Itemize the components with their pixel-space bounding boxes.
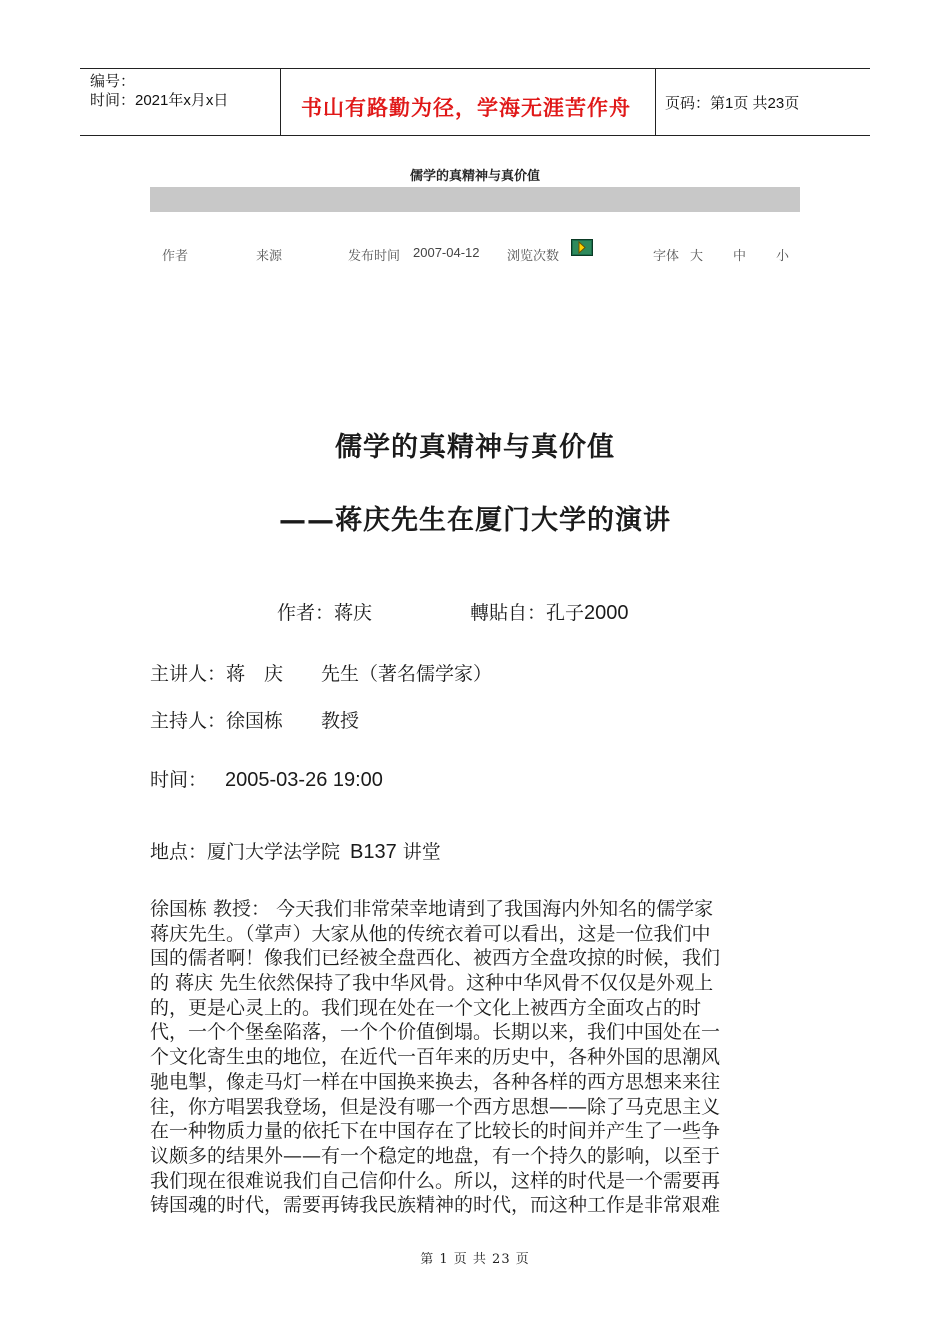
byline-repost-number: 2000: [584, 602, 629, 624]
font-size-medium[interactable]: 中: [733, 249, 747, 264]
meta-author-label: 作者: [162, 249, 189, 264]
article-small-title: 儒学的真精神与真价值: [409, 169, 540, 184]
meta-views-label: 浏览次数: [507, 249, 560, 264]
body-line: 铸国魂的时代，需要再铸我民族精神的时代，而这种工作是非常艰难: [150, 1194, 721, 1217]
body-line: 的 蒋庆 先生依然保持了我中华风骨。这种中华风骨不仅仅是外观上: [150, 972, 714, 995]
body-line: 驰电掣，像走马灯一样在中国换来换去，各种各样的西方思想来来往: [150, 1070, 721, 1093]
body-line: 蒋庆先生。（掌声）大家从他的传统衣着可以看出，这是一位我们中: [150, 922, 711, 945]
body-line: 国的儒者啊！像我们已经被全盘西化、被西方全盘攻掠的时候，我们: [150, 947, 721, 970]
host-line: 主持人：徐国栋 教授: [150, 710, 360, 732]
body-line: 我们现在很难说我们自己信仰什么。所以，这样的时代是一个需要再: [150, 1169, 721, 1192]
title-grey-bar: [150, 187, 800, 212]
place-label: 地点：厦门大学法学院: [150, 841, 341, 863]
byline-repost: [470, 598, 629, 625]
place-line: [150, 837, 441, 864]
font-size-small[interactable]: 小: [776, 249, 790, 264]
body-paragraph: [150, 897, 798, 1218]
byline-repost-label: 轉貼自：孔子: [470, 602, 585, 624]
views-counter-icon: [571, 239, 593, 256]
body-line: 议颇多的结果外——有一个稳定的地盘，有一个持久的影响，以至于: [150, 1144, 721, 1167]
header-time-label: 时间：2021年x月x日: [90, 92, 229, 109]
font-size-large[interactable]: 大: [690, 249, 704, 264]
time-label: 时间：: [150, 769, 208, 791]
time-value: 2005-03-26 19:00: [225, 769, 383, 791]
header-motto: 书山有路勤为径，学海无涯苦作舟: [301, 96, 631, 120]
header-divider-right: [655, 68, 656, 135]
byline-author: 作者：蒋庆: [277, 602, 373, 624]
place-suffix: 讲堂: [402, 841, 441, 863]
meta-source-label: 来源: [256, 249, 283, 264]
body-line: 往，你方唱罢我登场，但是没有哪一个西方思想——除了马克思主义: [150, 1095, 721, 1118]
header-number-label: 编号：: [90, 73, 136, 90]
header-page-info: 页码：第1页 共23页: [665, 95, 800, 112]
meta-publish-date: 2007-04-12: [413, 245, 480, 260]
speaker-line: 主讲人：蒋 庆 先生（著名儒学家）: [150, 663, 493, 685]
meta-publish-label: 发布时间: [348, 249, 401, 264]
page-title: 儒学的真精神与真价值: [335, 432, 615, 463]
body-line: 在一种物质力量的依托下在中国存在了比较长的时间并产生了一些争: [150, 1120, 721, 1143]
header-top-rule: [80, 68, 870, 69]
header-bottom-rule: [80, 135, 870, 136]
body-line: 个文化寄生虫的地位，在近代一百年来的历史中，各种外国的思潮风: [150, 1046, 721, 1069]
time-line: [150, 765, 383, 792]
body-line: 代，一个个堡垒陷落，一个个价值倒塌。长期以来，我们中国处在一: [150, 1021, 721, 1044]
header-divider-left: [280, 68, 281, 135]
body-line: 徐国栋 教授： 今天我们非常荣幸地请到了我国海内外知名的儒学家: [150, 898, 714, 920]
page-subtitle: ——蒋庆先生在厦门大学的演讲: [279, 505, 671, 536]
place-room: B137: [350, 841, 397, 863]
body-line: 的，更是心灵上的。我们现在处在一个文化上被西方全面攻占的时: [150, 996, 702, 1019]
meta-font-label: 字体: [653, 249, 680, 264]
page-footer: 第 1 页 共 23 页: [420, 1252, 530, 1267]
